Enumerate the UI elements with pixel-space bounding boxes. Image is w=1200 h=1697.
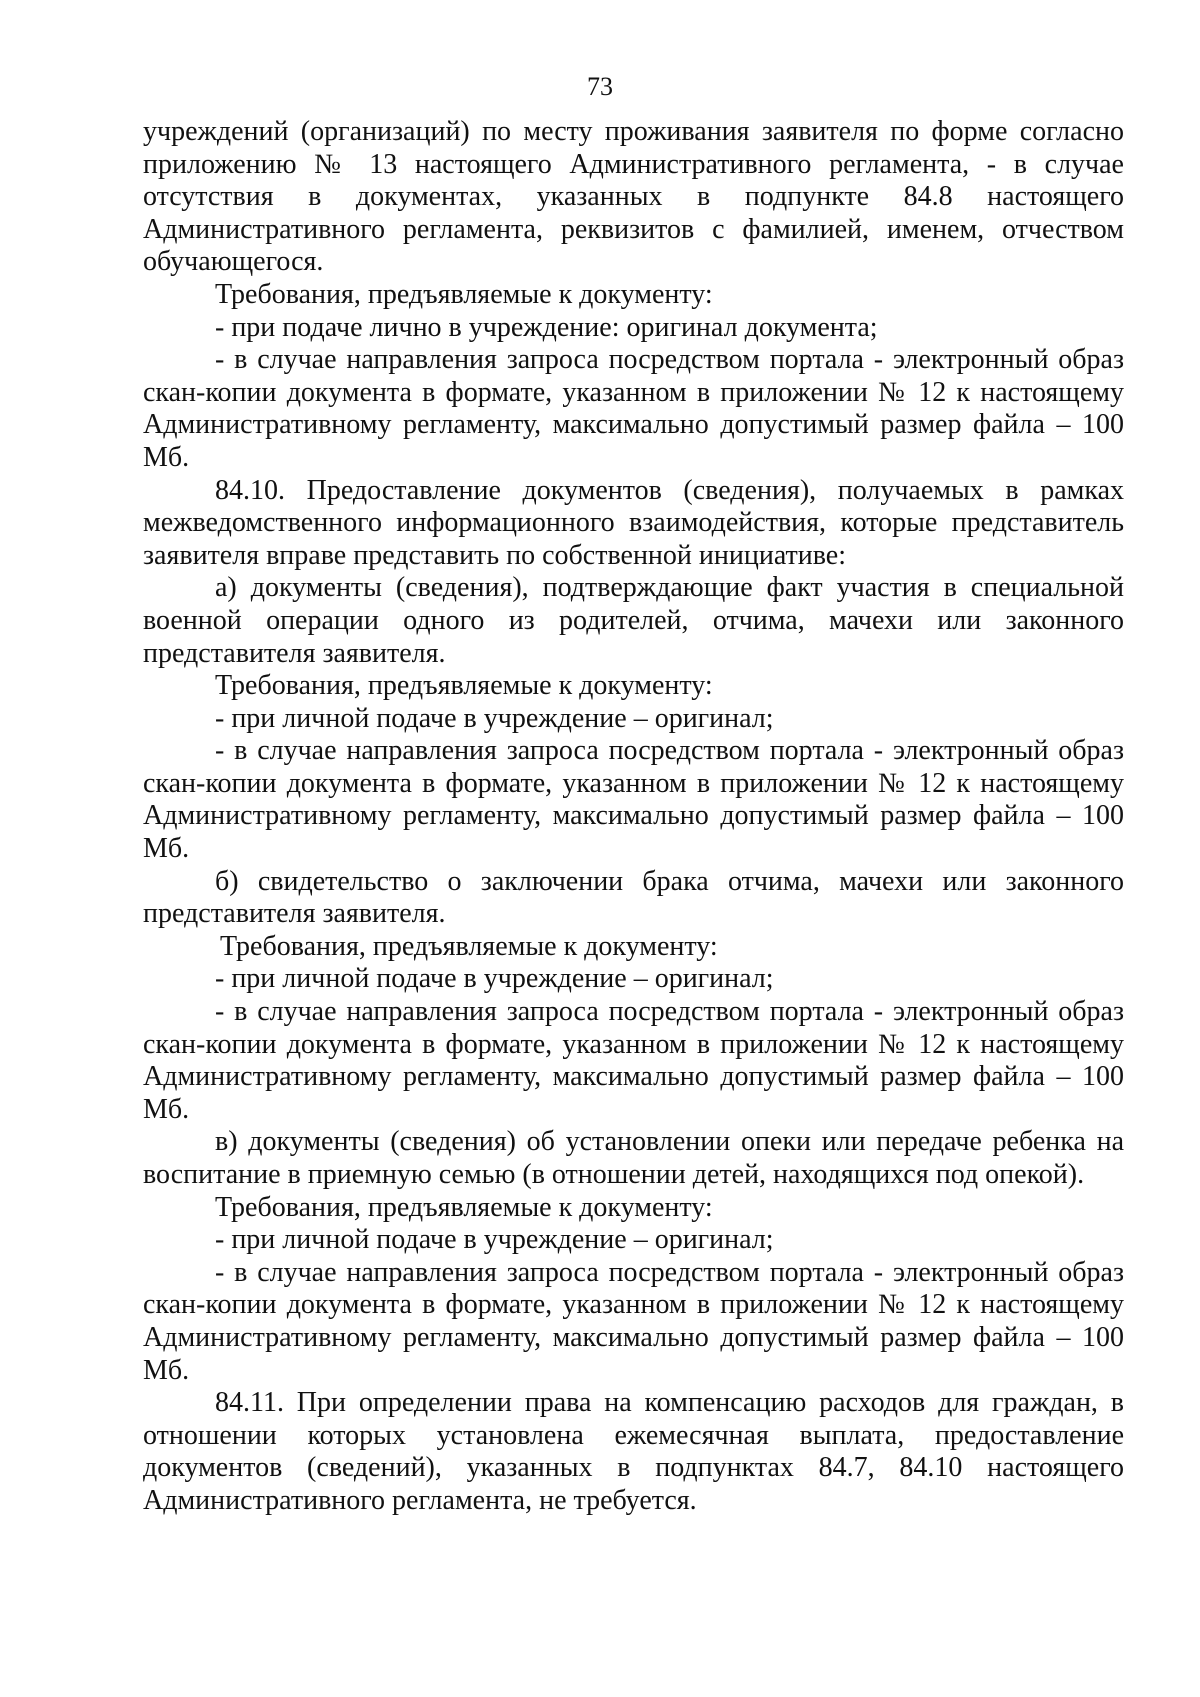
requirement-item: - при личной подаче в учреждение – оригинал; — [215, 963, 774, 995]
document-body — [143, 116, 1124, 1518]
subclause-b: б) свидетельство о заключении брака отчима, мачехи или законного представителя заявителя. — [143, 865, 1124, 930]
clause-84-10: 84.10. Предоставление документов (сведения), получаемых в рамках межведомственного информационного взаимодействия, которые представитель заявителя вправе представить по собственной инициативе: — [143, 474, 1124, 571]
requirement-item: - в случае направления запроса посредством портала - электронный образ скан-копии документа в формате, указанном в приложении № 12 к настоящему Административному регламенту, максимально допустимый размер файла – 100 Мб. — [143, 1256, 1124, 1386]
requirements-heading: Требования, предъявляемые к документу: — [220, 930, 718, 962]
requirement-item: - в случае направления запроса посредством портала - электронный образ скан-копии документа в формате, указанном в приложении № 12 к настоящему Административному регламенту, максимально допустимый размер файла – 100 Мб. — [143, 344, 1124, 473]
subclause-a: а) документы (сведения), подтверждающие факт участия в специальной военной операции одного из родителей, отчима, мачехи или законного представителя заявителя. — [143, 572, 1124, 669]
requirement-item: - при подаче лично в учреждение: оригинал документа; — [215, 311, 878, 343]
requirement-item: - при личной подаче в учреждение – оригинал; — [215, 702, 774, 734]
requirements-heading: Требования, предъявляемые к документу: — [215, 1191, 713, 1223]
subclause-v: в) документы (сведения) об установлении опеки или передаче ребенка на воспитание в приемную семью (в отношении детей, находящихся под опекой). — [143, 1126, 1124, 1190]
requirement-item: - в случае направления запроса посредством портала - электронный образ скан-копии документа в формате, указанном в приложении № 12 к настоящему Административному регламенту, максимально допустимый размер файла – 100 Мб. — [143, 735, 1124, 865]
clause-84-11: 84.11. При определении права на компенсацию расходов для граждан, в отношении которых установлена ежемесячная выплата, предоставление документов (сведений), указанных в подпунктах 84.7, 84.10 настоящего Административного регламента, не требуется. — [143, 1387, 1124, 1516]
requirement-item: - в случае направления запроса посредством портала - электронный образ скан-копии документа в формате, указанном в приложении № 12 к настоящему Административному регламенту, максимально допустимый размер файла – 100 Мб. — [143, 996, 1124, 1125]
requirements-heading: Требования, предъявляемые к документу: — [215, 278, 713, 310]
page-number: 73 — [587, 72, 613, 101]
requirement-item: - при личной подаче в учреждение – оригинал; — [215, 1224, 774, 1256]
requirements-heading: Требования, предъявляемые к документу: — [215, 670, 713, 702]
paragraph-continuation: учреждений (организаций) по месту проживания заявителя по форме согласно приложению № 13 настоящего Административного регламента, - в случае отсутствия в документах, указанных в подпункте 84.8 настоящего Административного регламента, реквизитов с фамилией, именем, отчеством обучающегося. — [143, 116, 1124, 278]
